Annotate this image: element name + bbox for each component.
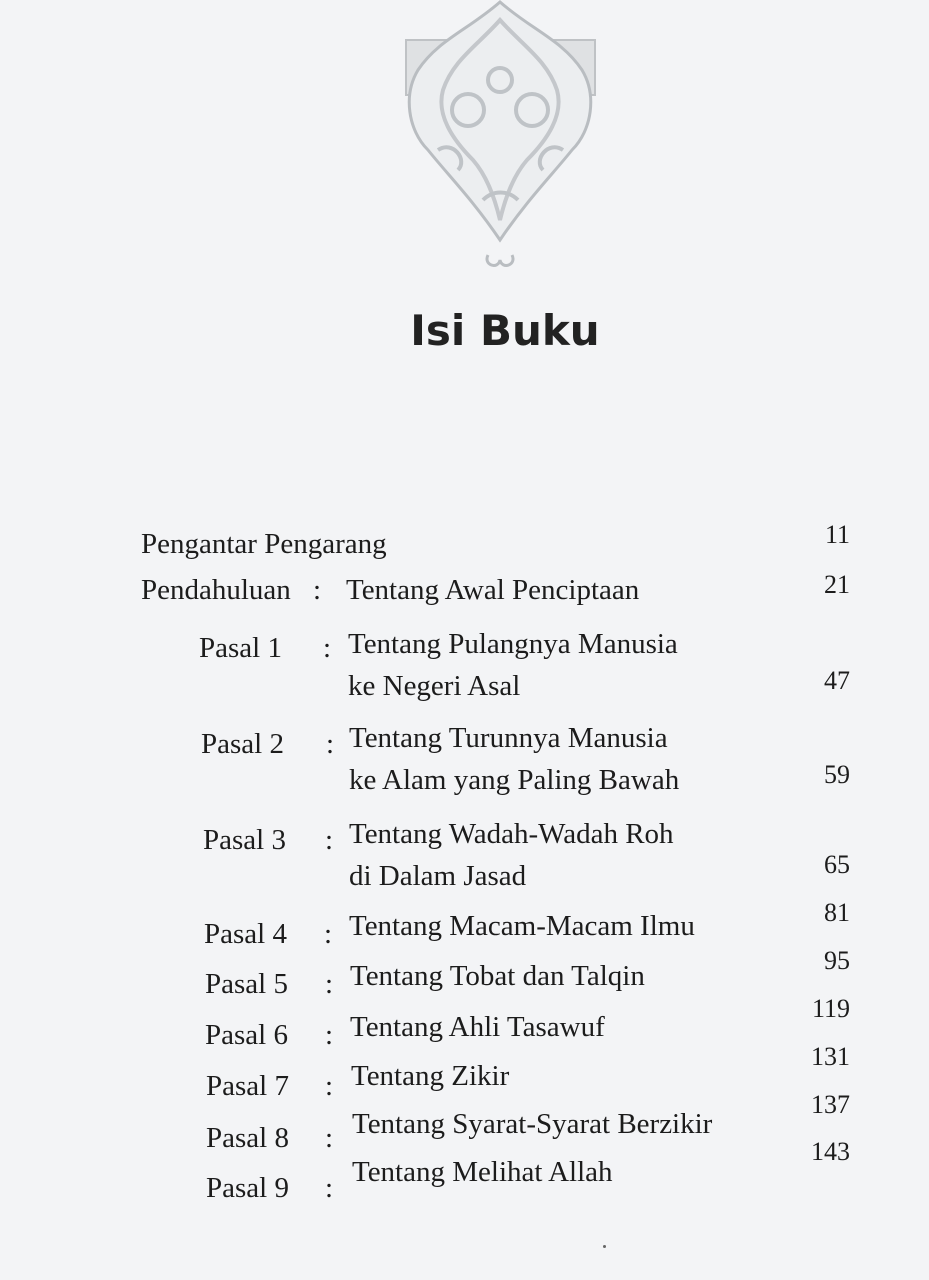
toc-entry-text: Tentang Turunnya Manusia xyxy=(349,722,668,754)
toc-entry-colon: : xyxy=(326,728,335,760)
page-dot xyxy=(603,1245,606,1248)
toc-page-number: 131 xyxy=(811,1042,850,1071)
toc-entry-text: Tentang Wadah-Wadah Roh xyxy=(349,818,674,850)
toc-entry-colon: : xyxy=(325,1122,334,1154)
toc-page-number: 81 xyxy=(824,898,850,927)
toc-page-number: 47 xyxy=(824,666,850,695)
toc-page-number: 21 xyxy=(824,570,850,599)
toc-entry-text: Tentang Tobat dan Talqin xyxy=(350,960,645,992)
toc-entry-text: ke Alam yang Paling Bawah xyxy=(349,764,680,796)
toc-page-number: 59 xyxy=(824,760,850,789)
toc-entry-label: Pasal 7 xyxy=(206,1070,289,1102)
toc-entry-colon: : xyxy=(313,574,322,606)
toc-entry-colon: : xyxy=(325,1019,334,1051)
toc-entry-text: Tentang Zikir xyxy=(351,1060,510,1092)
toc-entry-label: Pasal 1 xyxy=(199,632,282,664)
toc-entry-label: Pasal 3 xyxy=(203,824,286,856)
toc-entry-label: Pasal 8 xyxy=(206,1122,289,1154)
toc-entry-label: Pasal 2 xyxy=(201,728,284,760)
toc-entry-label: Pasal 9 xyxy=(206,1172,289,1204)
toc-entry-text: Tentang Syarat-Syarat Berzikir xyxy=(352,1108,713,1140)
toc-page-number: 119 xyxy=(811,994,850,1023)
toc-page-number: 143 xyxy=(811,1137,850,1166)
page-title: Isi Buku xyxy=(410,306,600,355)
toc-entry-label: Pengantar Pengarang xyxy=(141,528,387,560)
toc-entry-text: di Dalam Jasad xyxy=(349,860,527,892)
toc-entry-label: Pasal 4 xyxy=(204,918,287,950)
toc-entry-colon: : xyxy=(325,968,334,1000)
toc-entry-label: Pendahuluan xyxy=(141,574,291,606)
toc-entry-colon: : xyxy=(325,1172,334,1204)
toc-entry-colon: : xyxy=(324,918,333,950)
toc-entry-text: Tentang Awal Penciptaan xyxy=(346,574,640,606)
toc-entry-label: Pasal 6 xyxy=(205,1019,288,1051)
toc-entry-text: ke Negeri Asal xyxy=(348,670,521,702)
toc-entry-colon: : xyxy=(325,1070,334,1102)
toc-entry-text: Tentang Melihat Allah xyxy=(352,1156,613,1188)
toc-page-number: 65 xyxy=(824,850,850,879)
toc-page-number: 95 xyxy=(824,946,850,975)
toc-page-number: 11 xyxy=(824,520,850,549)
toc-entry-label: Pasal 5 xyxy=(205,968,288,1000)
toc-page-number: 137 xyxy=(811,1090,850,1119)
toc-entry-text: Tentang Pulangnya Manusia xyxy=(348,628,678,660)
toc-entry-text: Tentang Macam-Macam Ilmu xyxy=(349,910,695,942)
toc-entry-colon: : xyxy=(323,632,332,664)
toc-entry-text: Tentang Ahli Tasawuf xyxy=(350,1011,605,1043)
toc-entry-colon: : xyxy=(325,824,334,856)
